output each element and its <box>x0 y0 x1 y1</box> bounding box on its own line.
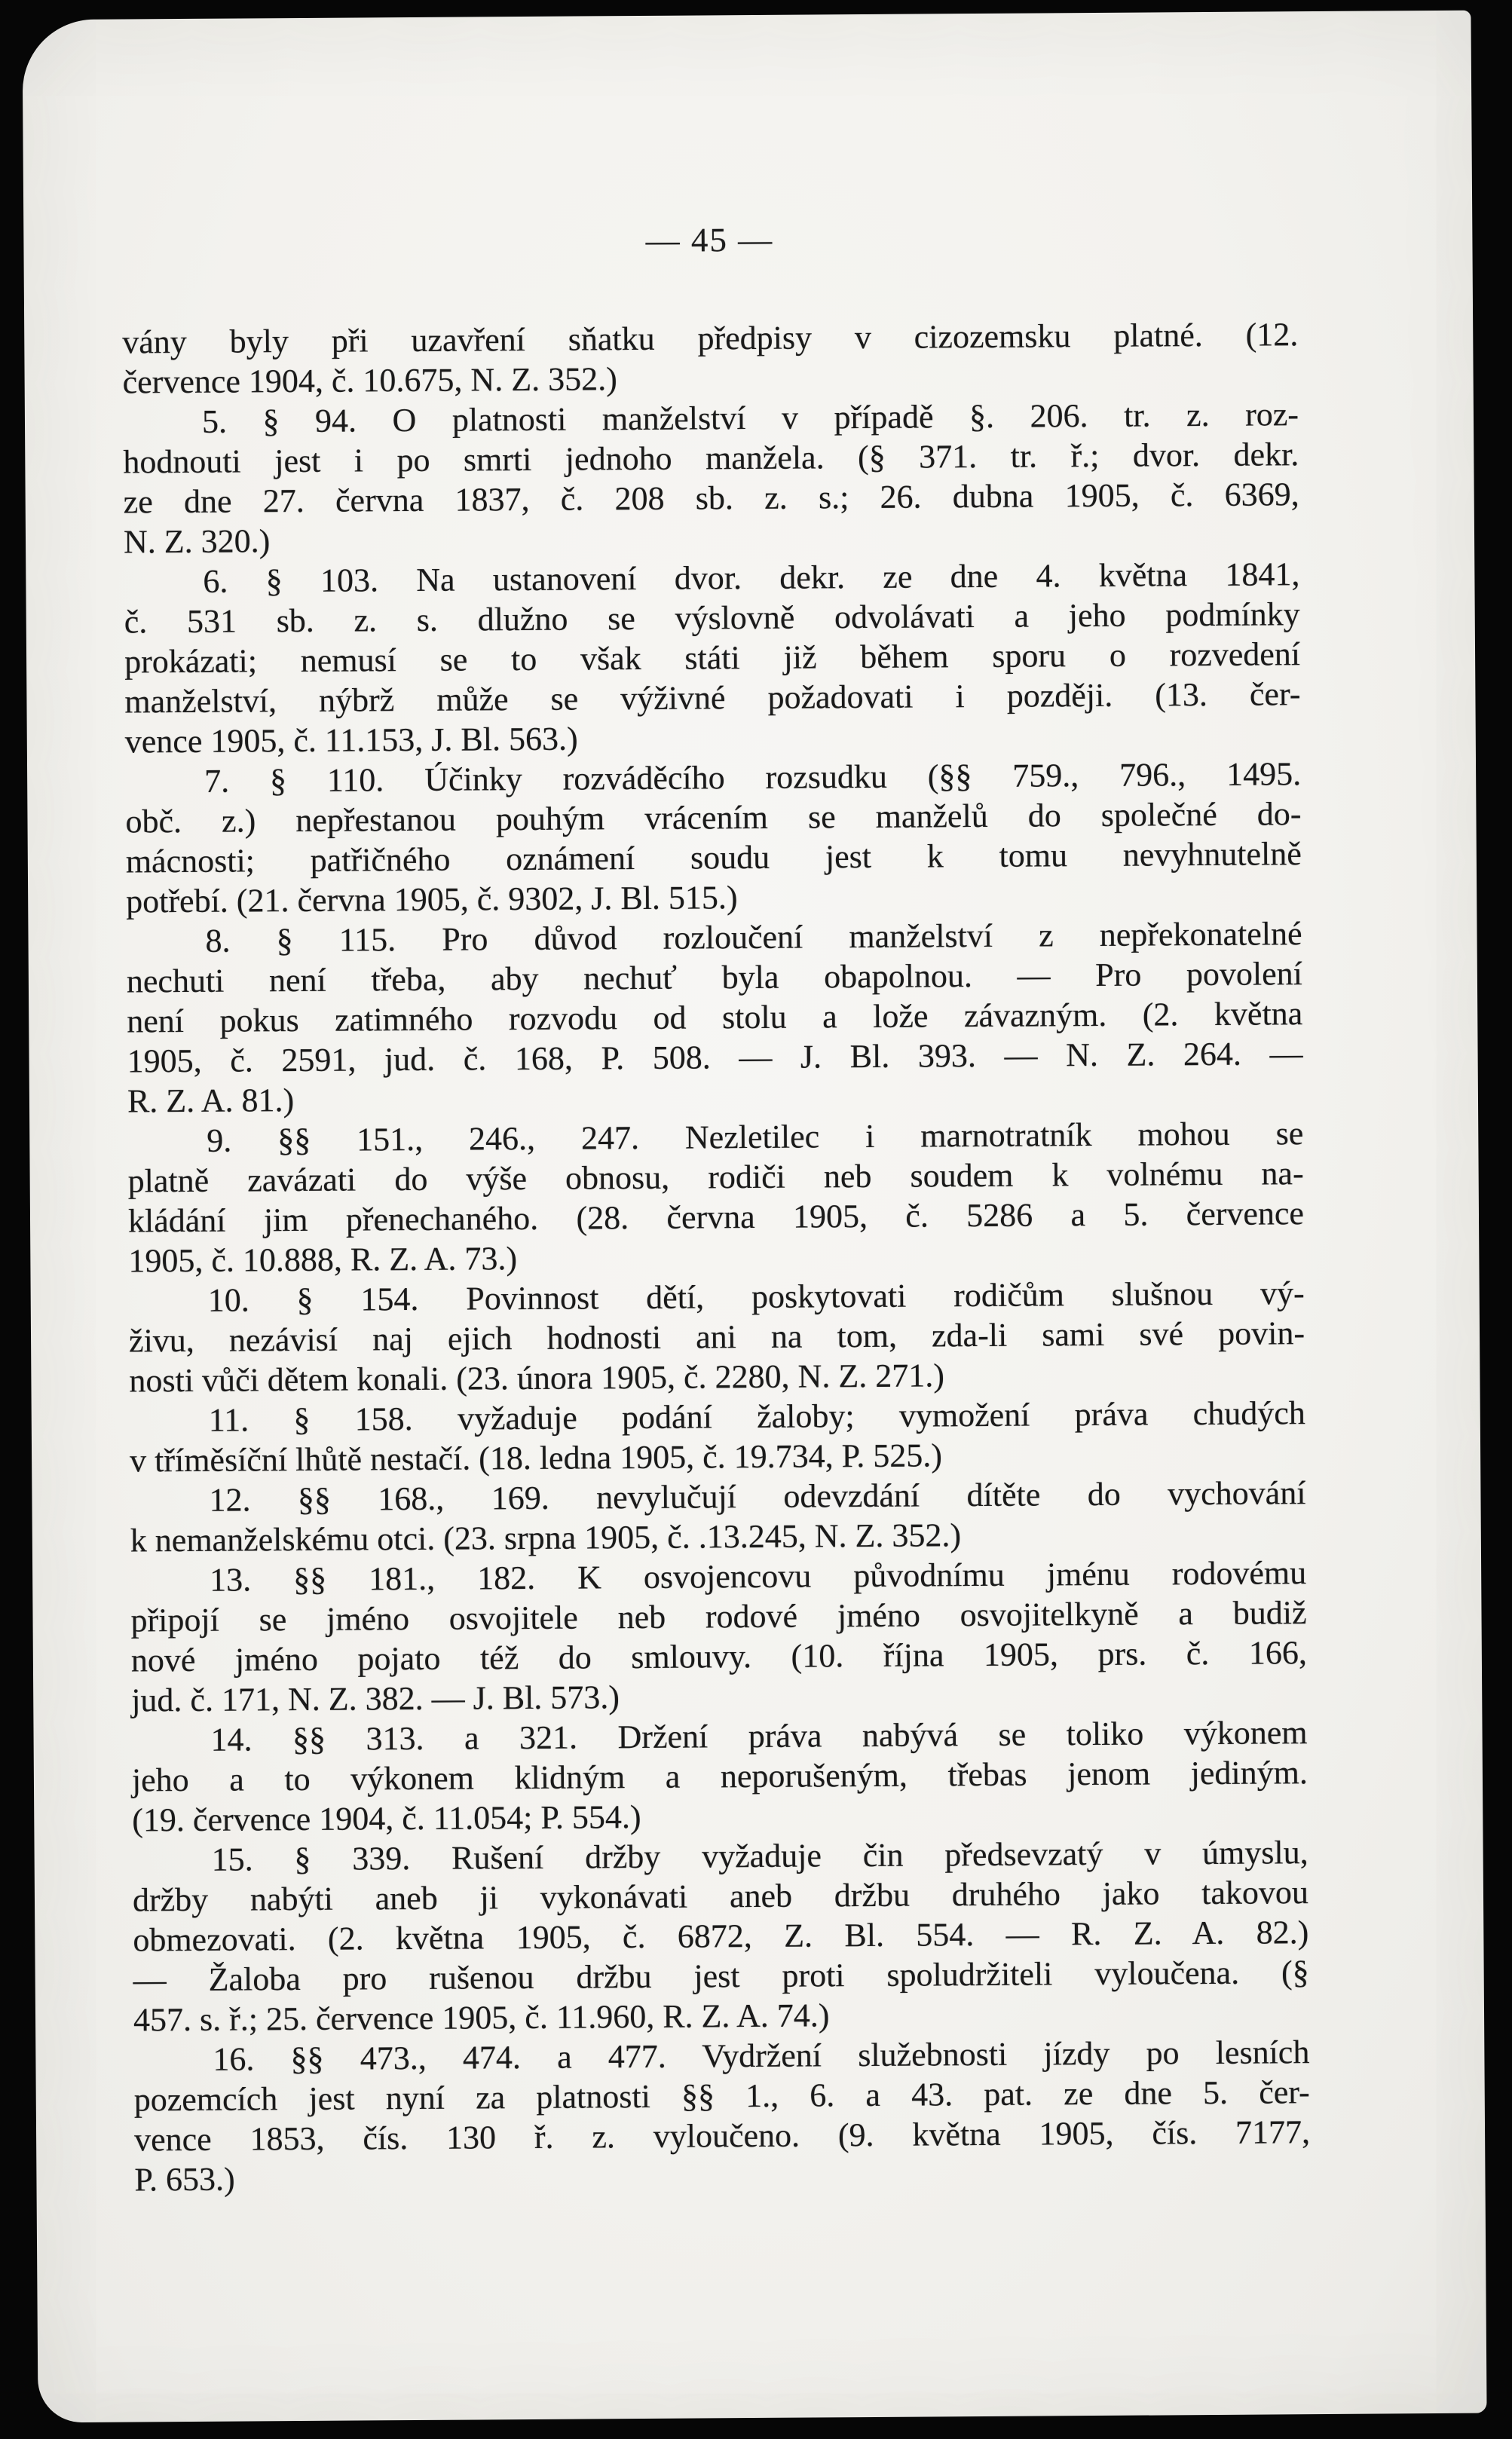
text-line: potřebí. (21. června 1905, č. 9302, J. Bl. 515.) <box>126 879 738 920</box>
text-line: 10. § 154. Povinnost dětí, poskytovati rodičům slušnou vý- <box>207 1275 1305 1319</box>
paragraph-9 <box>130 1553 1307 1720</box>
text-line: obč. z.) nepřestanou pouhým vrácením se manželů do společné do- <box>125 795 1302 840</box>
text-line: 9. §§ 151., 246., 247. Nezletilec i marnotratník mohou se <box>207 1115 1304 1159</box>
text-line: R. Z. A. 81.) <box>127 1082 295 1120</box>
text-line: P. 653.) <box>134 2160 235 2199</box>
text-line: 6. § 103. Na ustanovení dvor. dekr. ze dne 4. května 1841, <box>203 555 1300 600</box>
page-number: — 45 — <box>645 220 774 259</box>
text-line: jeho a to výkonem klidným a neporušeným, třebas jenom jediným. <box>131 1754 1308 1799</box>
paragraph-4 <box>126 913 1303 1121</box>
text-line: č. 531 sb. z. s. dlužno se výslovně odvolávati a jeho podmínky <box>124 595 1300 641</box>
text-line: pozemcích jest nyní za platnosti §§ 1., 6. a 43. pat. ze dne 5. čer- <box>133 2073 1310 2119</box>
text-line: 11. § 158. vyžaduje podání žaloby; vymožení práva chudých <box>208 1394 1305 1439</box>
text-line: — Žaloba pro rušenou držbu jest proti spoludržiteli vyloučena. (§ <box>133 1954 1309 1999</box>
text-line: 12. §§ 168., 169. nevylučují odevzdání dítěte do vychování <box>209 1474 1306 1519</box>
text-line: 15. § 339. Rušení držby vyžaduje čin předsevzatý v úmyslu, <box>211 1834 1308 1878</box>
text-line: 457. s. ř.; 25. července 1905, č. 11.960, R. Z. A. 74.) <box>133 1997 830 2039</box>
text-line: července 1904, č. 10.675, N. Z. 352.) <box>122 360 617 401</box>
text-line: 14. §§ 313. a 321. Držení práva nabývá se toliko výkonem <box>210 1714 1308 1758</box>
paragraph-6 <box>129 1273 1305 1400</box>
text-line: 13. §§ 181., 182. K osvojencovu původnímu jménu rodovému <box>210 1554 1307 1599</box>
text-line: 7. § 110. Účinky rozváděcího rozsudku (§§ 759., 796., 1495. <box>204 755 1302 800</box>
paragraph-1 <box>123 394 1299 562</box>
text-line: platně zavázati do výše obnosu, rodiči neb soudem k volnému na- <box>127 1155 1304 1200</box>
text-line: hodnouti jest i po smrti jednoho manžela. (§ 371. tr. ř.; dvor. dekr. <box>123 436 1299 481</box>
text-line: není pokus zatimného rozvodu od stolu a lože závazným. (2. května <box>127 995 1303 1040</box>
paragraph-8 <box>130 1473 1306 1560</box>
text-block <box>122 314 1310 2199</box>
text-line: prokázati; nemusí se to však státi již během sporu o rozvedení <box>124 635 1301 681</box>
text-line: 5. § 94. O platnosti manželství v případě §. 206. tr. z. roz- <box>201 396 1299 440</box>
text-line: vence 1853, čís. 130 ř. z. vyloučeno. (9. května 1905, čís. 7177, <box>133 2113 1311 2159</box>
text-line: živu, nezávisí naj ejich hodnosti ani na tom, zda-li sami své povin- <box>128 1314 1305 1360</box>
paragraph-10 <box>131 1712 1308 1840</box>
text-line: ze dne 27. června 1837, č. 208 sb. z. s.; 26. dubna 1905, č. 6369, <box>123 476 1299 521</box>
paragraph-2 <box>124 554 1301 761</box>
paragraph-11 <box>132 1832 1309 2040</box>
text-line: nové jméno pojato též do smlouvy. (10. října 1905, prs. č. 166, <box>130 1634 1308 1679</box>
text-line: 1905, č. 10.888, R. Z. A. 73.) <box>128 1240 518 1280</box>
text-line: jud. č. 171, N. Z. 382. — J. Bl. 573.) <box>131 1679 620 1719</box>
text-line: kládání jim přenechaného. (28. června 1905, č. 5286 a 5. července <box>127 1195 1305 1240</box>
text-line: nosti vůči dětem konali. (23. února 1905, č. 2280, N. Z. 271.) <box>129 1357 945 1400</box>
text-line: připojí se jméno osvojitele neb rodové jméno osvojitelkyně a budiž <box>130 1594 1307 1639</box>
paragraph-0 <box>122 314 1299 402</box>
text-line: (19. července 1904, č. 11.054; P. 554.) <box>132 1798 641 1839</box>
paragraph-12 <box>133 2032 1310 2199</box>
text-line: vány byly při uzavření sňatku předpisy v cizozemsku platné. (12. <box>122 316 1299 361</box>
text-line: vence 1905, č. 11.153, J. Bl. 563.) <box>124 720 578 760</box>
text-line: 8. § 115. Pro důvod rozloučení manželství z nepřekonatelné <box>205 915 1302 959</box>
text-line: N. Z. 320.) <box>123 522 271 561</box>
text-line: manželství, nýbrž může se výživné požadovati i později. (13. čer- <box>124 675 1301 721</box>
paragraph-7 <box>130 1393 1306 1480</box>
text-line: 16. §§ 473., 474. a 477. Vydržení služebnosti jízdy po lesních <box>213 2034 1310 2078</box>
text-line: držby nabýti aneb ji vykonávati aneb držbu druhého jako takovou <box>132 1874 1309 1919</box>
text-line: 1905, č. 2591, jud. č. 168, P. 508. — J. Bl. 393. — N. Z. 264. — <box>127 1035 1303 1080</box>
page <box>22 11 1486 2423</box>
text-line: mácnosti; patřičného oznámení soudu jest k tomu nevyhnutelně <box>125 835 1302 880</box>
text-line: k nemanželskému otci. (23. srpna 1905, č. .13.245, N. Z. 352.) <box>130 1516 962 1559</box>
text-line: nechuti není třeba, aby nechuť byla obapolnou. — Pro povolení <box>126 955 1303 1000</box>
paragraph-5 <box>127 1113 1304 1281</box>
text-line: obmezovati. (2. května 1905, č. 6872, Z. Bl. 554. — R. Z. A. 82.) <box>133 1914 1309 1959</box>
paragraph-3 <box>125 754 1302 921</box>
text-line: v tříměsíční lhůtě nestačí. (18. ledna 1905, č. 19.734, P. 525.) <box>129 1437 943 1480</box>
